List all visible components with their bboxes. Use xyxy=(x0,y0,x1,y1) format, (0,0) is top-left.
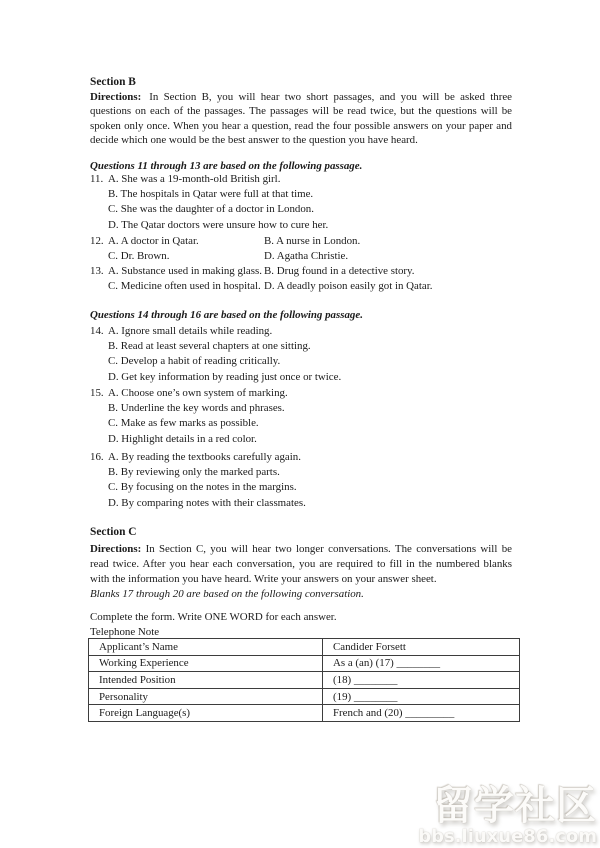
option-c: C. Dr. Brown. xyxy=(108,250,170,263)
question-number: 15. xyxy=(90,387,104,399)
form-title: Telephone Note xyxy=(90,626,160,638)
option-d: D. Agatha Christie. xyxy=(264,250,349,263)
option-a: A. Ignore small details while reading. xyxy=(108,325,273,337)
watermark xyxy=(418,785,597,846)
table-row xyxy=(89,672,520,689)
watermark-site-url: bbs.liuxue86.com xyxy=(418,826,597,847)
question-13 xyxy=(90,264,512,294)
option-d: D. The Qatar doctors were unsure how to cure her. xyxy=(108,218,329,231)
option-d: D. A deadly poison easily got in Qatar. xyxy=(264,280,433,293)
table-row xyxy=(89,655,520,672)
option-d: D. Get key information by reading just once or twice. xyxy=(108,370,342,383)
row-label: Intended Position xyxy=(89,672,323,689)
question-number: 14. xyxy=(90,325,104,337)
question-11 xyxy=(90,172,512,233)
option-c: C. Develop a habit of reading critically. xyxy=(108,355,281,368)
directions-text: In Section B, you will hear two short passages, and you will be asked three questions on each of the passages. The passages will be read twice, but the questions will be spoken only once. When you hear a question, read the four possible answers on your paper and decide which one would be the best answer to the question you have heard. xyxy=(90,91,512,147)
question-12 xyxy=(90,234,512,264)
question-number: 16. xyxy=(90,451,104,463)
option-c: C. Make as few marks as possible. xyxy=(108,417,259,430)
question-number: 11. xyxy=(90,173,104,185)
question-15 xyxy=(90,386,512,447)
directions-text: In Section C, you will hear two longer conversations. The conversations will be read twice. After you hear each conversation, you are required to fill in the numbered blanks with the information you have heard. Write your answers on your answer sheet. xyxy=(90,543,512,585)
option-c: C. She was the daughter of a doctor in London. xyxy=(108,203,314,216)
option-a: A. By reading the textbooks carefully again. xyxy=(108,451,301,463)
option-b: B. Underline the key words and phrases. xyxy=(108,402,285,415)
option-b: B. Drug found in a detective story. xyxy=(264,265,415,277)
section-c-directions xyxy=(90,542,512,587)
row-value: As a (an) (17) ________ xyxy=(323,655,520,672)
section-c-title: Section C xyxy=(90,526,137,538)
row-label: Applicant’s Name xyxy=(89,639,323,656)
row-value: French and (20) _________ xyxy=(323,705,520,722)
telephone-note-table xyxy=(88,638,520,722)
option-a: A. Choose one’s own system of marking. xyxy=(108,387,288,399)
section-b-directions xyxy=(90,90,512,148)
row-label: Working Experience xyxy=(89,655,323,672)
option-d: D. By comparing notes with their classmates. xyxy=(108,496,306,509)
option-c: C. Medicine often used in hospital. xyxy=(108,280,261,293)
option-b: B. The hospitals in Qatar were full at that time. xyxy=(108,188,314,201)
row-label: Foreign Language(s) xyxy=(89,705,323,722)
section-b-title: Section B xyxy=(90,76,136,88)
directions-label: Directions: xyxy=(90,543,142,555)
question-16 xyxy=(90,450,512,511)
option-a: A. A doctor in Qatar. xyxy=(108,235,199,247)
watermark-logo-text: 留学社区 xyxy=(433,783,597,829)
question-number: 12. xyxy=(90,235,104,247)
table-row xyxy=(89,688,520,705)
option-a: A. Substance used in making glass. xyxy=(108,265,262,277)
row-label: Personality xyxy=(89,688,323,705)
option-d: D. Highlight details in a red color. xyxy=(108,432,257,445)
option-c: C. By focusing on the notes in the margins. xyxy=(108,481,297,494)
table-row xyxy=(89,705,520,722)
row-value: (19) ________ xyxy=(323,688,520,705)
option-a: A. She was a 19-month-old British girl. xyxy=(108,173,281,185)
row-value: Candider Forsett xyxy=(323,639,520,656)
blanks-note: Blanks 17 through 20 are based on the following conversation. xyxy=(90,588,364,600)
question-14 xyxy=(90,324,512,385)
option-b: B. By reviewing only the marked parts. xyxy=(108,466,280,479)
form-instruction: Complete the form. Write ONE WORD for each answer. xyxy=(90,611,337,623)
question-number: 13. xyxy=(90,265,104,277)
passage-2-heading: Questions 14 through 16 are based on the following passage. xyxy=(90,309,363,321)
row-value: (18) ________ xyxy=(323,672,520,689)
option-b: B. A nurse in London. xyxy=(264,235,361,247)
passage-1-heading: Questions 11 through 13 are based on the following passage. xyxy=(90,160,363,172)
directions-label: Directions: xyxy=(90,91,142,103)
table-row xyxy=(89,639,520,656)
option-b: B. Read at least several chapters at one sitting. xyxy=(108,340,311,353)
